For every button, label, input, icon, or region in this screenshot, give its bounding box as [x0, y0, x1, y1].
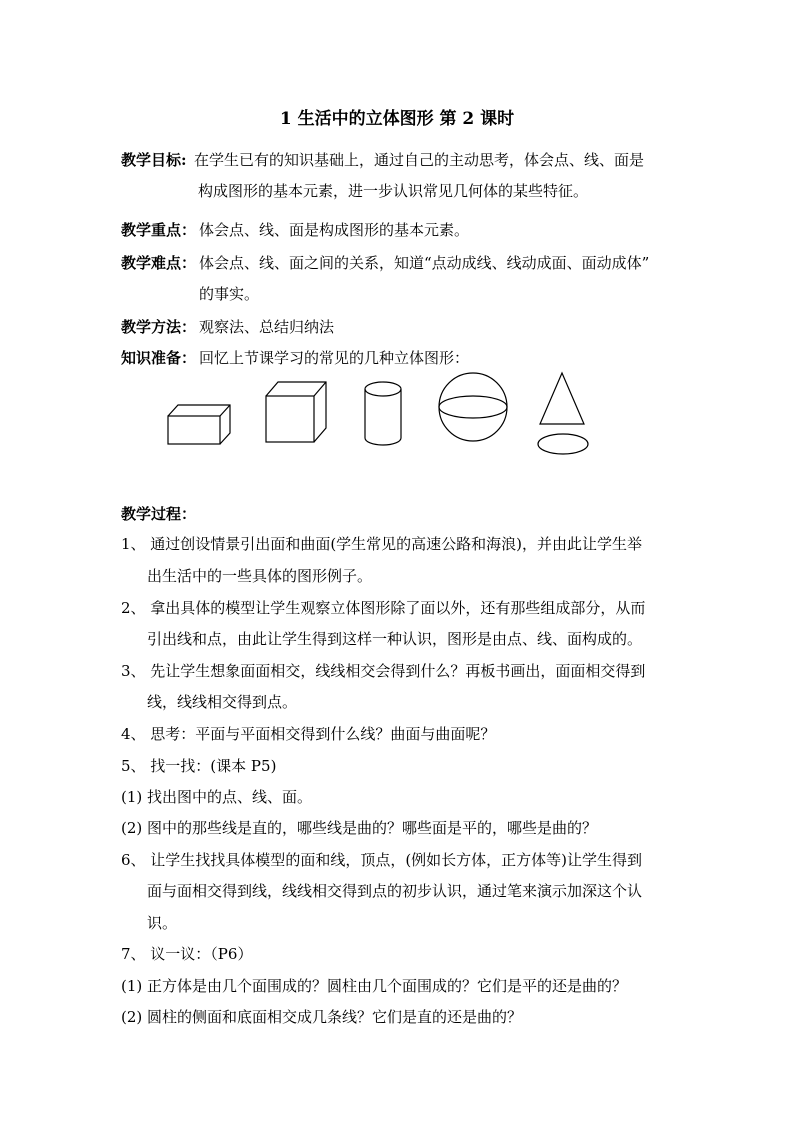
process-item: 1、 通过创设情景引出面和曲面(学生常见的高速公路和海浪)，并由此让学生举 [121, 535, 643, 553]
goal-text-line2: 构成图形的基本元素，进一步认识常见几何体的某些特征。 [198, 182, 589, 200]
cuboid-icon [168, 405, 230, 444]
process-item: 3、 先让学生想象面面相交，线线相交会得到什么？再板书画出，面面相交得到 [121, 662, 646, 680]
difficulty-text-line2: 的事实。 [199, 285, 260, 303]
process-item: 7、 议一议：（P6） [121, 945, 253, 963]
difficulty-label: 教学难点： [121, 254, 197, 272]
process-item: 4、 思考：平面与平面相交得到什么线？曲面与曲面呢？ [121, 725, 496, 743]
preparation-label: 知识准备： [121, 349, 197, 367]
cone-icon [538, 373, 588, 454]
process-item: (1) 正方体是由几个面围成的？圆柱由几个面围成的？它们是平的还是曲的？ [121, 977, 628, 995]
process-label: 教学过程： [121, 505, 197, 523]
sphere-icon [439, 373, 507, 441]
process-item: 5、 找一找：(课本 P5) [121, 757, 277, 775]
cylinder-icon [365, 382, 401, 445]
process-item: (2) 圆柱的侧面和底面相交成几条线？它们是直的还是曲的？ [121, 1008, 523, 1026]
goal-text-line1: 在学生已有的知识基础上，通过自己的主动思考，体会点、线、面是 [194, 151, 645, 169]
process-item: 识。 [147, 914, 178, 932]
process-item: 出生活中的一些具体的图形例子。 [147, 567, 373, 585]
difficulty-text-line1: 体会点、线、面之间的关系，知道“点动成线、线动成面、面动成体” [199, 254, 650, 272]
goal-label: 教学目标: [121, 151, 187, 169]
method-label: 教学方法： [121, 318, 197, 336]
method-text: 观察法、总结归纳法 [199, 318, 335, 336]
process-item: 引出线和点，由此让学生得到这样一种认识，图形是由点、线、面构成的。 [147, 630, 643, 648]
key-point-text: 体会点、线、面是构成图形的基本元素。 [199, 221, 470, 239]
process-item: 面与面相交得到线，线线相交得到点的初步认识，通过笔来演示加深这个认 [147, 882, 643, 900]
process-item: (1) 找出图中的点、线、面。 [121, 788, 313, 806]
process-item: 2、 拿出具体的模型让学生观察立体图形除了面以外，还有那些组成部分，从而 [121, 599, 646, 617]
key-point-label: 教学重点： [121, 221, 197, 239]
process-item: 6、 让学生找找具体模型的面和线，顶点，(例如长方体，正方体等)让学生得到 [121, 851, 643, 869]
process-item: 线，线线相交得到点。 [147, 693, 298, 711]
cube-icon [266, 382, 326, 442]
page-title: 1 生活中的立体图形 第 2 课时 [279, 109, 515, 129]
solid-shapes-figure [0, 360, 794, 470]
process-item: (2) 图中的那些线是直的，哪些线是曲的？哪些面是平的，哪些是曲的？ [121, 819, 598, 837]
preparation-text: 回忆上节课学习的常见的几种立体图形： [199, 349, 470, 367]
